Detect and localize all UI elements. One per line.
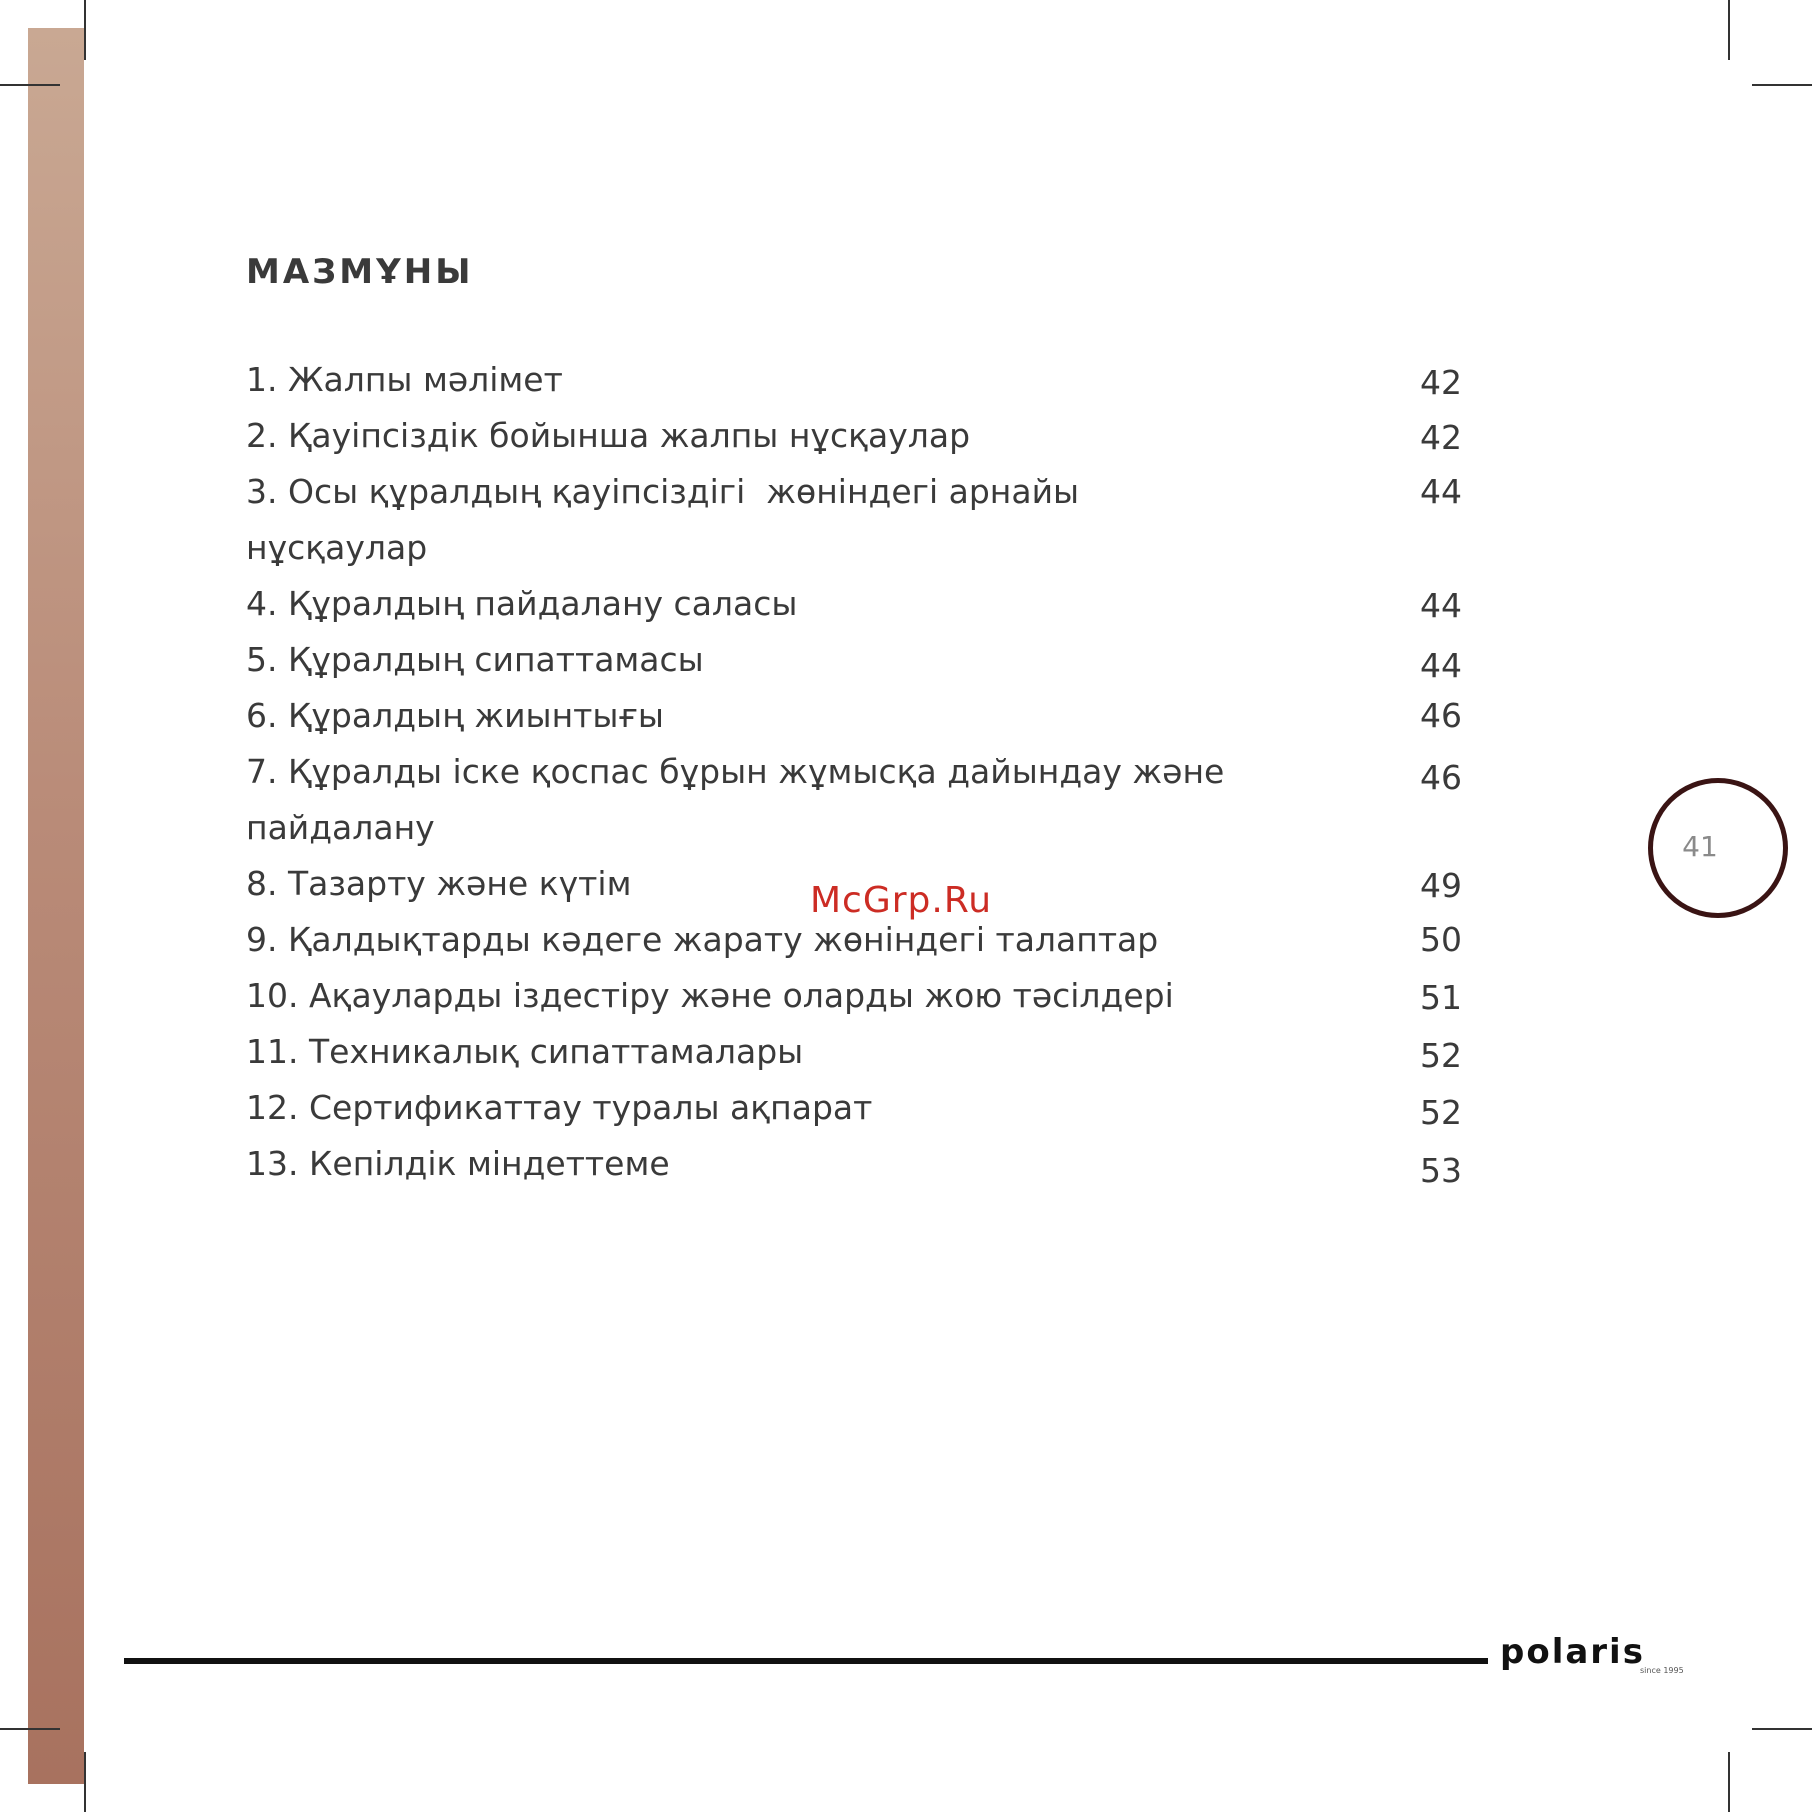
toc-item-label-continued: нұсқаулар xyxy=(246,528,428,567)
toc-row[interactable] xyxy=(246,464,1462,520)
crop-mark-top-left-v xyxy=(84,0,86,60)
toc-item-label: 12. Сертификаттау туралы ақпарат xyxy=(246,1088,873,1127)
crop-mark-bottom-left-v xyxy=(84,1752,86,1812)
toc-item-page: 46 xyxy=(1420,696,1462,735)
crop-mark-bottom-right-h xyxy=(1752,1728,1812,1730)
toc-item-label: 2. Қауіпсіздік бойынша жалпы нұсқаулар xyxy=(246,416,971,455)
toc-item-page: 51 xyxy=(1420,978,1462,1017)
page-title: МАЗМҰНЫ xyxy=(246,252,474,292)
toc-item-page: 49 xyxy=(1420,866,1462,905)
toc-item-page: 44 xyxy=(1420,646,1462,685)
toc-row[interactable] xyxy=(246,688,1462,744)
crop-mark-top-left-h xyxy=(0,84,60,86)
toc-item-label: 5. Құралдың сипаттамасы xyxy=(246,640,704,679)
crop-mark-top-right-h xyxy=(1752,84,1812,86)
page-number: 41 xyxy=(1682,830,1718,863)
side-color-band xyxy=(28,28,84,1784)
toc-row[interactable] xyxy=(246,744,1462,800)
toc-item-label-continued: пайдалану xyxy=(246,808,435,847)
toc-row[interactable] xyxy=(246,968,1462,1024)
toc-item-page: 50 xyxy=(1420,920,1462,959)
crop-mark-bottom-left-h xyxy=(0,1728,60,1730)
watermark-link[interactable]: McGrp.Ru xyxy=(810,880,993,921)
toc-item-label: 13. Кепілдік міндеттеме xyxy=(246,1144,670,1183)
toc-item-label: 10. Ақауларды іздестіру және оларды жою тәсілдері xyxy=(246,976,1174,1015)
toc-item-label: 8. Тазарту және күтім xyxy=(246,864,632,903)
toc-item-label: 7. Құралды іске қоспас бұрын жұмысқа дайындау және xyxy=(246,752,1225,791)
toc-row[interactable] xyxy=(246,576,1462,632)
toc-row[interactable] xyxy=(246,1136,1462,1192)
toc-item-page: 42 xyxy=(1420,418,1462,457)
brand-logo: polaris xyxy=(1500,1632,1645,1672)
toc-item-label: 1. Жалпы мәлімет xyxy=(246,360,563,399)
toc-item-label: 4. Құралдың пайдалану саласы xyxy=(246,584,798,623)
toc-item-page: 53 xyxy=(1420,1151,1462,1190)
toc-row xyxy=(246,520,1462,576)
toc-row[interactable] xyxy=(246,632,1462,688)
toc-item-page: 52 xyxy=(1420,1036,1462,1075)
toc-item-page: 44 xyxy=(1420,586,1462,625)
toc-row[interactable] xyxy=(246,352,1462,408)
footer-rule xyxy=(124,1658,1488,1664)
toc-row[interactable] xyxy=(246,1024,1462,1080)
toc-row[interactable] xyxy=(246,408,1462,464)
toc-item-label: 6. Құралдың жиынтығы xyxy=(246,696,664,735)
toc-item-page: 42 xyxy=(1420,363,1462,402)
toc-item-label: 3. Осы құралдың қауіпсіздігі жөніндегі арнайы xyxy=(246,472,1080,511)
crop-mark-bottom-right-v xyxy=(1728,1752,1730,1812)
toc-item-page: 52 xyxy=(1420,1093,1462,1132)
toc-item-label: 9. Қалдықтарды кәдеге жарату жөніндегі талаптар xyxy=(246,920,1159,959)
brand-since: since 1995 xyxy=(1640,1666,1684,1675)
toc-item-page: 44 xyxy=(1420,472,1462,511)
crop-mark-top-right-v xyxy=(1728,0,1730,60)
toc-item-page: 46 xyxy=(1420,758,1462,797)
toc-item-label: 11. Техникалық сипаттамалары xyxy=(246,1032,804,1071)
toc-row xyxy=(246,800,1462,856)
toc-row[interactable] xyxy=(246,1080,1462,1136)
